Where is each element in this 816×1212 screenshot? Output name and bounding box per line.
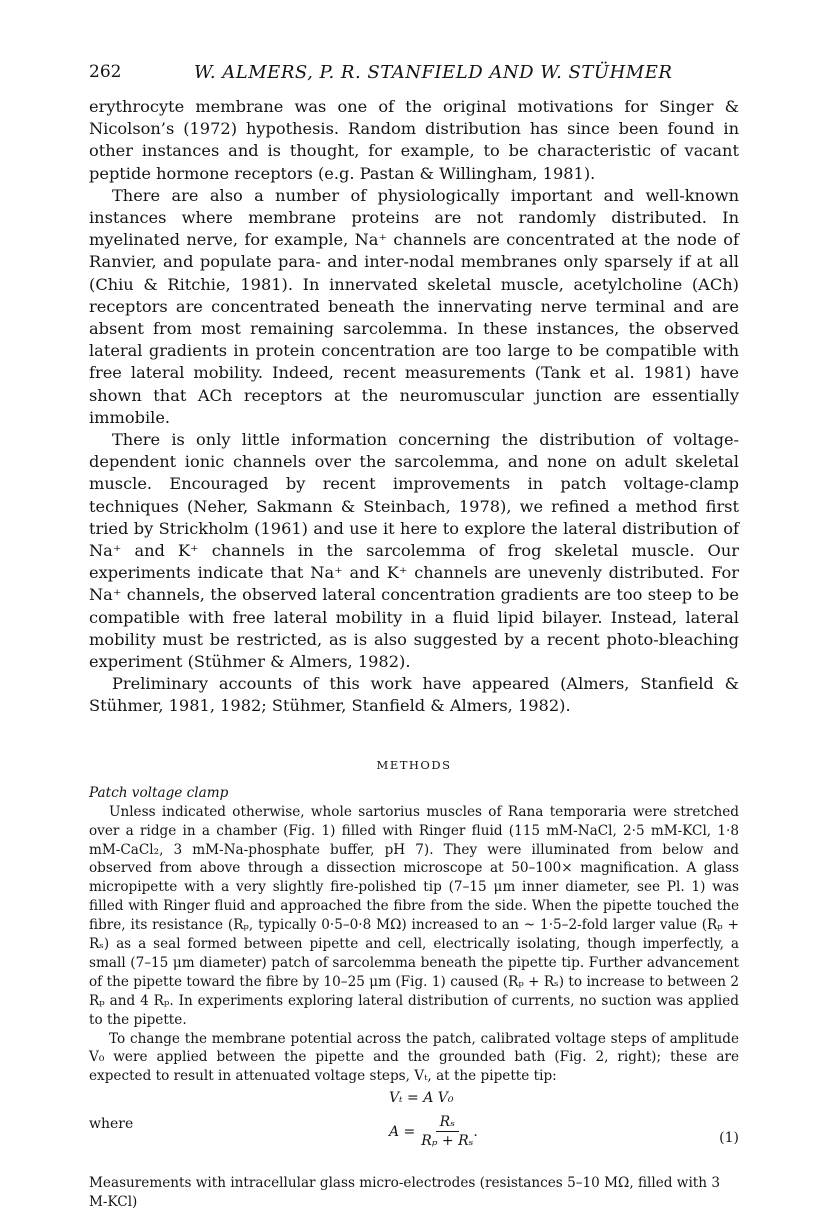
- equation-number: (1): [719, 1130, 739, 1147]
- paragraph: There are also a number of physiologically important and well-known instances where membrane proteins are not randomly distributed. In myelinated nerve, for example, Na⁺ channels are concentrated at the node of Ranvier, and populate para- and inter-nodal membranes only sparsely if at all (Chiu & Ritchie, 1981). In innervated skeletal muscle, acetylcholine (ACh) receptors are concentrated beneath the innervating nerve terminal and are absent from most remaining sarcolemma. In these instances, the observed lateral gradients in protein concentration are too large to be compatible with free lateral mobility. Indeed, recent measurements (Tank et al. 1981) have shown that ACh receptors at the neuromuscular junction are essentially immobile.: [89, 185, 739, 427]
- fraction-denominator: Rₚ + Rₛ: [421, 1133, 474, 1150]
- page-number: 262: [89, 62, 122, 82]
- equation-period: .: [473, 1123, 478, 1140]
- page: [89, 62, 739, 1212]
- introduction-text: [89, 96, 739, 718]
- page-header: [89, 62, 739, 96]
- equation-vt: Vₜ = A V₀: [389, 1090, 454, 1107]
- fraction-numerator: Rₛ: [436, 1114, 459, 1132]
- running-head: W. ALMERS, P. R. STANFIELD AND W. STÜHMER: [194, 62, 673, 83]
- paragraph: Preliminary accounts of this work have appeared (Almers, Stanfield & Stühmer, 1981, 1982; Stühmer, Stanfield & Almers, 1982).: [89, 674, 739, 716]
- equation-attenuation: [389, 1114, 478, 1149]
- paragraph: To change the membrane potential across the patch, calibrated voltage steps of amplitude V₀ were applied between the pipette and the grounded bath (Fig. 2, right); these are expected to result in attenuated voltage steps, Vₜ, at the pipette tip:: [89, 1030, 739, 1085]
- equation-lhs: A =: [389, 1123, 416, 1140]
- paragraph: There is only little information concerning the distribution of voltage-dependent ionic channels over the sarcolemma, and none on adult skeletal muscle. Encouraged by recent improvements in patch voltage-clamp techniques (Neher, Sakmann & Steinbach, 1978), we refined a method first tried by Strickholm (1961) and use it here to explore the lateral distribution of Na⁺ and K⁺ channels in the sarcolemma of frog skeletal muscle. Our experiments indicate that Na⁺ and K⁺ channels are unevenly distributed. For Na⁺ channels, the observed lateral concentration gradients are too steep to be compatible with free lateral mobility in a fluid lipid bilayer. Instead, lateral mobility must be restricted, as is also suggested by a recent photo-bleaching experiment (Stühmer & Almers, 1982).: [89, 430, 739, 672]
- last-line: Measurements with intracellular glass micro-electrodes (resistances 5–10 MΩ, filled with 3 M-KCl): [89, 1175, 720, 1211]
- equation-block: [89, 1086, 739, 1174]
- paragraph: erythrocyte membrane was one of the original motivations for Singer & Nicolson’s (1972) hypothesis. Random distribution has since been found in other instances and is thought, for example, to be characteristic of vacant peptide hormone receptors (e.g. Pastan & Willingham, 1981).: [89, 97, 739, 183]
- subheading: Patch voltage clamp: [89, 784, 229, 801]
- section-title: METHODS: [376, 757, 452, 772]
- fraction: [421, 1114, 473, 1149]
- paragraph: Unless indicated otherwise, whole sartorius muscles of Rana temporaria were stretched over a ridge in a chamber (Fig. 1) filled with Ringer fluid (115 mM-NaCl, 2·5 mM-KCl, 1·8 mM-CaCl₂, 3 mM-Na-phosphate buffer, pH 7). They were illuminated from below and observed from above through a dissection microscope at 50–100× magnification. A glass micropipette with a very slightly fire-polished tip (7–15 μm inner diameter, see Pl. 1) was filled with Ringer fluid and approached the fibre from the side. When the pipette touched the fibre, its resistance (Rₚ, typically 0·5–0·8 MΩ) increased to an ~ 1·5–2-fold larger value (Rₚ + Rₛ) as a seal formed between pipette and cell, electrically isolating, though imperfectly, a small (7–15 μm diameter) patch of sarcolemma beneath the pipette tip. Further advancement of the pipette toward the fibre by 10–25 μm (Fig. 1) caused (Rₚ + Rₛ) to increase to between 2 Rₚ and 4 Rₚ. In experiments exploring lateral distribution of currents, no suction was applied to the pipette.: [89, 803, 739, 1028]
- methods-text: [89, 803, 739, 1087]
- where-label: where: [89, 1116, 134, 1133]
